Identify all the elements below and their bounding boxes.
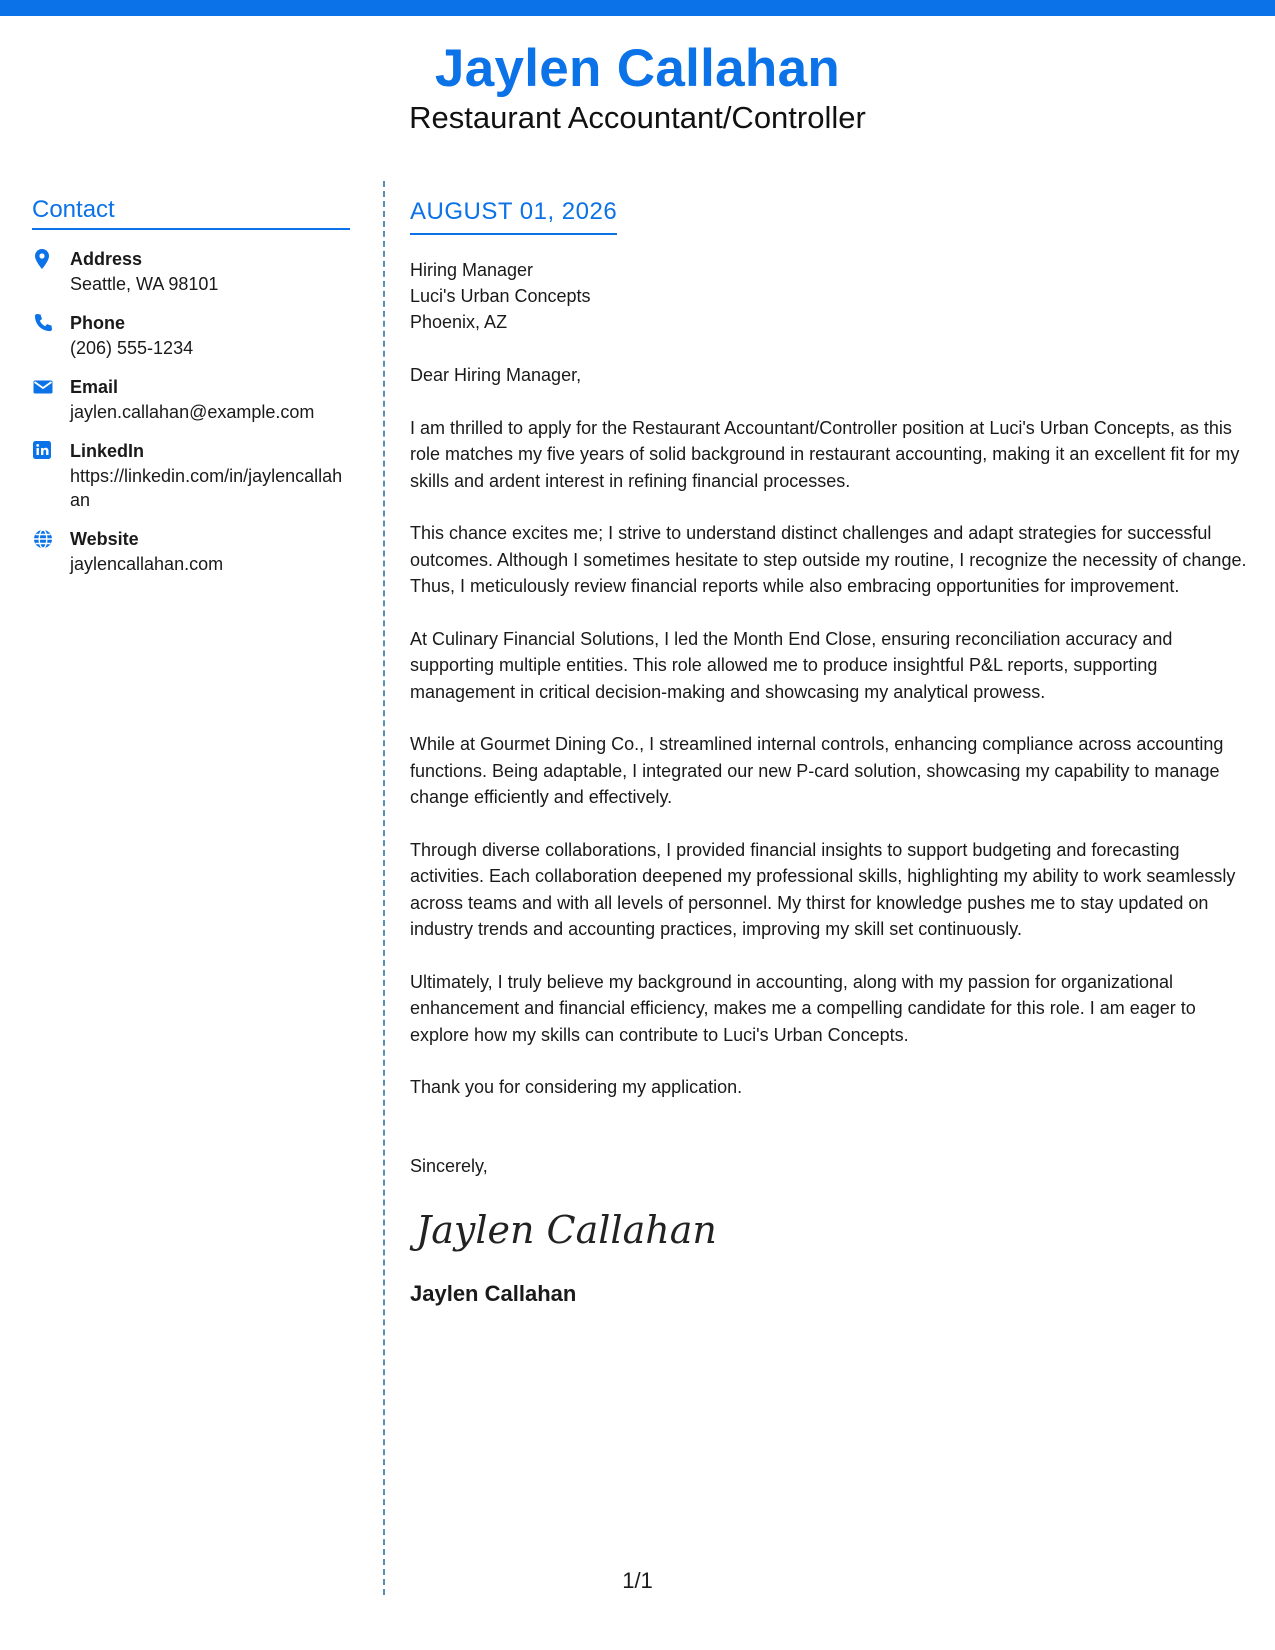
address-label: Address — [70, 249, 143, 269]
closing-line: Thank you for considering my application. — [410, 1077, 743, 1098]
phone-icon — [32, 310, 70, 360]
phone-value[interactable]: (206) 555-1234 — [70, 338, 194, 358]
linkedin-label: LinkedIn — [70, 441, 145, 461]
top-accent-bar — [0, 0, 1275, 16]
applicant-name: Jaylen Callahan — [434, 39, 841, 98]
contact-email — [32, 374, 350, 424]
greeting: Dear Hiring Manager, — [410, 365, 582, 386]
recipient-line: Hiring Manager — [410, 260, 534, 281]
map-pin-icon — [32, 246, 70, 296]
signoff: Sincerely, — [410, 1155, 488, 1176]
recipient-line: Phoenix, AZ — [410, 312, 508, 333]
contact-heading: Contact — [32, 196, 350, 230]
contact-website — [32, 526, 350, 576]
signature-text: Jaylen Callahan — [416, 1208, 717, 1253]
job-title: Restaurant Accountant/Controller — [409, 100, 866, 136]
contact-phone — [32, 310, 350, 360]
website-label: Website — [70, 529, 139, 549]
globe-icon — [32, 526, 70, 576]
contact-sidebar — [32, 196, 350, 576]
body-paragraph: I am thrilled to apply for the Restaurant Accountant/Controller position at Luci's Urban Concepts, as this role matches my five years of solid background in restaurant accounting, making it an excellent fit for my skills and ardent interest in refining financial processes. — [410, 417, 1240, 491]
letter-body — [410, 196, 1255, 1308]
linkedin-value[interactable]: https://linkedin.com/in/jaylencallahan — [70, 466, 343, 510]
column-divider — [383, 181, 385, 1595]
body-paragraph: At Culinary Financial Solutions, I led the Month End Close, ensuring reconciliation accuracy and supporting multiple entities. This role allowed me to produce insightful P&L reports, supporting management in critical decision-making and showcasing my analytical prowess. — [410, 628, 1173, 702]
body-paragraph: Ultimately, I truly believe my background in accounting, along with my passion for organizational enhancement and financial efficiency, makes me a compelling candidate for this role. I am eager to explore how my skills can contribute to Luci's Urban Concepts. — [410, 971, 1196, 1045]
address-value: Seattle, WA 98101 — [70, 274, 219, 294]
header — [0, 40, 1275, 136]
contact-address — [32, 246, 350, 296]
linkedin-icon — [32, 438, 70, 512]
contact-linkedin — [32, 438, 350, 512]
body-paragraph: This chance excites me; I strive to understand distinct challenges and adapt strategies for successful outcomes. Although I sometimes hesitate to step outside my routine, I recognize the necessity of change. Thus, I meticulously review financial reports while also embracing opportunities for improvement. — [410, 523, 1247, 597]
body-paragraph: Through diverse collaborations, I provided financial insights to support budgeting and forecasting activities. Each collaboration deepened my professional skills, highlighting my ability to work seamlessly across teams and with all levels of personnel. My thirst for knowledge pushes me to stay updated on industry trends and accounting practices, improving my skill set continuously. — [410, 839, 1236, 940]
website-value[interactable]: jaylencallahan.com — [70, 554, 224, 574]
body-paragraph: While at Gourmet Dining Co., I streamlined internal controls, enhancing compliance across accounting functions. Being adaptable, I integrated our new P-card solution, showcasing my capability to manage change efficiently and effectively. — [410, 734, 1224, 808]
signer-name: Jaylen Callahan — [410, 1281, 577, 1307]
page-number: 1/1 — [622, 1568, 653, 1593]
recipient-block — [410, 257, 1255, 335]
email-icon — [32, 374, 70, 424]
handwritten-signature — [410, 1197, 1255, 1267]
letter-date: AUGUST 01, 2026 — [410, 196, 617, 235]
email-label: Email — [70, 377, 119, 397]
recipient-line: Luci's Urban Concepts — [410, 286, 591, 307]
email-value[interactable]: jaylen.callahan@example.com — [70, 402, 315, 422]
phone-label: Phone — [70, 313, 126, 333]
